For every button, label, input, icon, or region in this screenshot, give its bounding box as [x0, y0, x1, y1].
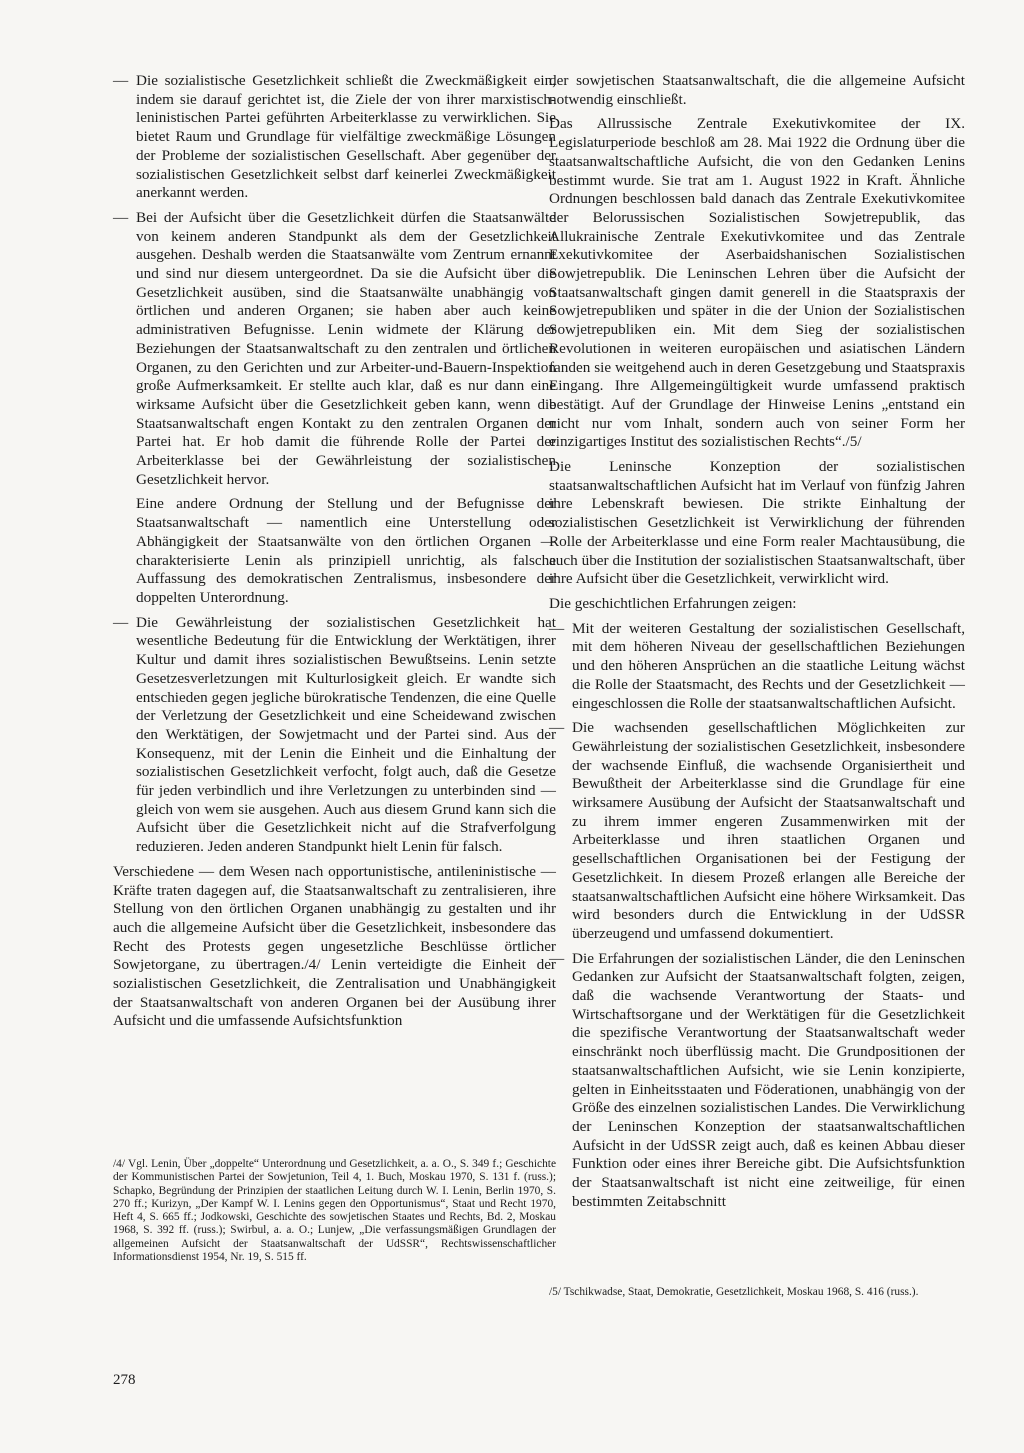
- paragraph: der sowjetischen Staatsanwaltschaft, die die allgemeine Aufsicht notwendig einschließt.: [549, 72, 965, 108]
- paragraph: Die geschichtlichen Erfahrungen zeigen:: [549, 594, 797, 612]
- list-item: — Die Erfahrungen der sozialistischen Länder, die den Leninschen Gedanken zur Aufsicht der Staatsanwaltschaft folgten, zeigen, daß die wachsende Verantwortung der Staats- und Wirtschaftsorgane und der Werktätigen für die Gesetzlichkeit die spezifische Verantwortung der Staatsanwaltschaft weder einschränkt noch überflüssig macht. Die Grundpositionen der staatsanwaltschaftlichen Aufsicht, wie sie Lenin konzipierte, gelten in Einheitsstaaten und Föderationen, unabhängig von der Größe des einzelnen sozialistischen Landes. Die Verwirklichung der Leninschen Konzeption der staatsanwaltschaftlichen Aufsicht in der UdSSR zeigt auch, daß es keinen Abbau dieser Funktion oder eines ihrer Bereiche gibt. Die Aufsichtsfunktion der Staatsanwaltschaft ist nicht eine zeitweilige, für einen bestimmten Zeitabschnitt: [549, 950, 965, 1212]
- left-column: [113, 72, 556, 1037]
- list-item: — Die wachsenden gesellschaftlichen Möglichkeiten zur Gewährleistung der sozialistischen Gesetzlichkeit, insbesondere der wachsende Einfluß, die wachsende Organisiertheit und Bewußtheit der Arbeiterklasse sind die Grundlage für eine wirksamere Ausübung der Aufsicht der Staatsanwaltschaft und zu ihrem immer engeren Zusammenwirken mit der Arbeiterklasse und ihren staatlichen Organen und gesellschaftlichen Organisationen bei der Festigung der Gesetzlichkeit. In diesem Prozeß erlangen alle Bereiche der staatsanwaltschaftlichen Aufsicht eine höhere Wirksamkeit. Das wird besonders durch die Entwicklung in der UdSSR überzeugend und umfassend dokumentiert.: [549, 719, 965, 943]
- list-item: — Die Gewährleistung der sozialistischen Gesetzlichkeit hat wesentliche Bedeutung für die Entwicklung der Werktätigen, ihrer Kultur und damit ihres sozialistischen Bewußtseins. Lenin setzte Gesetzesverletzungen mit Kulturlosigkeit gleich. Er wandte sich entschieden gegen jegliche bürokratische Tendenzen, die eine Quelle der Verletzung der Gesetzlichkeit und eine Scheidewand zwischen den Werktätigen, der Sowjetmacht und der Partei sind. Aus der Konsequenz, mit der Lenin die Einheit und die Einhaltung der sozialistischen Gesetzlichkeit verfocht, folgt auch, daß die Gesetze für jeden verbindlich und ihre Verletzungen zu unterbinden sind — gleich von wem sie ausgehen. Auch aus diesem Grund kann sich die Aufsicht über die Gesetzlichkeit nicht auf die Strafverfolgung reduzieren. Jeden anderen Standpunkt hielt Lenin für falsch.: [113, 614, 556, 857]
- indented-paragraph: Eine andere Ordnung der Stellung und der Befugnisse der Staatsanwaltschaft — namentlich eine Unterstellung oder Abhängigkeit der Staatsanwälte von den örtlichen Organen — charakterisierte Lenin als prinzipiell unrichtig, als falsche Auffassung des demokratischen Zentralismus, insbesondere der doppelten Unterordnung.: [136, 495, 556, 606]
- list-item: — Die sozialistische Gesetzlichkeit schließt die Zweckmäßigkeit ein, indem sie darauf gerichtet ist, die Ziele der von ihrer marxistisch-leninistischen Partei geführten Arbeiterklasse zu verwirklichen. Sie bietet Raum und Grundlage für vielfältige zweckmäßige Lösungen der Probleme der sozialistischen Gesellschaft. Aber gegenüber der sozialistischen Gesetzlichkeit selbst darf keinerlei Zweckmäßigkeit anerkannt werden.: [113, 72, 556, 203]
- list-item: — Mit der weiteren Gestaltung der sozialistischen Gesellschaft, mit dem höheren Niveau der gesellschaftlichen Beziehungen und den höheren Ansprüchen an die staatliche Leitung wächst die Rolle der Staatsmacht, des Rechts und der Gesetzlichkeit — eingeschlossen die Rolle der staatsanwaltschaftlichen Aufsicht.: [549, 620, 965, 714]
- right-body: [549, 72, 965, 1211]
- paragraph: Das Allrussische Zentrale Exekutivkomitee der IX. Legislaturperiode beschloß am 28. Mai 1922 die Ordnung über die staatsanwaltschaftliche Aufsicht, die von den Gedanken Lenins bestimmt wurde. Sie trat am 1. August 1922 in Kraft. Ähnliche Ordnungen beschlossen bald danach das Zentrale Exekutivkomitee der Belorussischen Sozialistischen Sowjetrepublik, das Allukrainische Zentrale Exekutivkomitee und das Zentrale Exekutivkomitee der Aserbaidshanischen Sozialistischen Sowjetrepublik. Die Leninschen Lehren über die Aufsicht der Staatsanwaltschaft gingen damit generell in die Staatspraxis der Sowjetrepubliken und später in die der Union der Sozialistischen Sowjetrepubliken ein. Mit dem Sieg der sozialistischen Revolutionen in weiteren europäischen und asiatischen Ländern fanden sie weitgehend auch in deren Gesetzgebung und Staatspraxis Eingang. Ihre Allgemeingültigkeit wurde umfassend praktisch bestätigt. Auf der Grundlage der Hinweise Lenins „entstand ein nicht nur vom Inhalt, sondern auch von seiner Form her einzigartiges Institut des sozialistischen Rechts“./5/: [549, 115, 965, 451]
- right-column: [549, 72, 965, 1217]
- paragraph: Die Leninsche Konzeption der sozialistischen staatsanwaltschaftlichen Aufsicht hat im Verlauf von fünfzig Jahren ihre Lebenskraft bewiesen. Die strikte Einhaltung der sozialistischen Gesetzlichkeit ist Verwirklichung der führenden Rolle der Arbeiterklasse und eine Form realer Machtausübung, die auch über die Institution der sozialistischen Staatsanwaltschaft, über ihre Aufsicht über die Gesetzlichkeit, verwirklicht wird.: [549, 458, 965, 588]
- paragraph: Verschiedene — dem Wesen nach opportunistische, antileninistische — Kräfte traten dagegen auf, die Staatsanwaltschaft zu zentralisieren, ihre Stellung von den örtlichen Organen unabhängig zu gestalten und ihr auch die allgemeine Aufsicht über die Gesetzlichkeit, insbesondere das Recht des Protests gegen ungesetzliche Beschlüsse örtlicher Sowjetorgane, zu übertragen./4/ Lenin verteidigte die Einheit der sozialistischen Gesetzlichkeit, die Zentralisation und Unabhängigkeit der Staatsanwaltschaft von anderen Organen bei der Ausübung ihrer Aufsicht und die umfassende Aufsichtsfunktion: [113, 862, 556, 1030]
- footnote-5: /5/ Tschikwadse, Staat, Demokratie, Gesetzlichkeit, Moskau 1968, S. 416 (russ.).: [549, 1286, 919, 1298]
- footnote-4: /4/ Vgl. Lenin, Über „doppelte“ Unterordnung und Gesetzlichkeit, a. a. O., S. 349 f.; Geschichte der Kommunistischen Partei der Sowjetunion, Teil 4, 1. Buch, Moskau 1970, S. 131 f. (russ.); Schapko, Begründung der Prinzipien der staatlichen Leitung durch W. I. Lenin, Berlin 1970, S. 270 ff.; Kurizyn, „Der Kampf W. I. Lenins gegen den Opportunismus“, Staat und Recht 1970, Heft 4, S. 665 ff.; Jodkowski, Geschichte des sowjetischen Staates und Rechts, Bd. 2, Moskau 1968, S. 392 ff. (russ.); Swirbul, a. a. O.; Lunjew, „Die verfassungsmäßigen Grundlagen der allgemeinen Aufsicht der Staatsanwaltschaft der UdSSR“, Rechtswissenschaftlicher Informationsdienst 1954, Nr. 19, S. 515 ff.: [113, 1158, 556, 1264]
- page-number: 278: [113, 1372, 136, 1388]
- left-body: [113, 72, 556, 1031]
- list-item: — Bei der Aufsicht über die Gesetzlichkeit dürfen die Staatsanwälte von keinem anderen Standpunkt als dem der Gesetzlichkeit ausgehen. Deshalb werden die Staatsanwälte vom Zentrum ernannt und sind nur diesem untergeordnet. Da sie die Aufsicht über die Gesetzlichkeit ausüben, sind die Staatsanwälte unabhängig von örtlichen und anderen Organen; sie haben aber auch keine administrativen Befugnisse. Lenin widmete der Klärung der Beziehungen der Staatsanwaltschaft zu den zentralen und örtlichen Organen, zu den Gerichten und zur Arbeiter-und-Bauern-Inspektion große Aufmerksamkeit. Er stellte auch klar, daß es nur dann eine wirksame Aufsicht über die Gesetzlichkeit geben kann, wenn die Staatsanwaltschaft engen Kontakt zu den zentralen Organen der Partei hat. Er hob damit die führende Rolle der Partei der Arbeiterklasse bei der Gewährleistung der sozialistischen Gesetzlichkeit hervor.: [113, 209, 556, 490]
